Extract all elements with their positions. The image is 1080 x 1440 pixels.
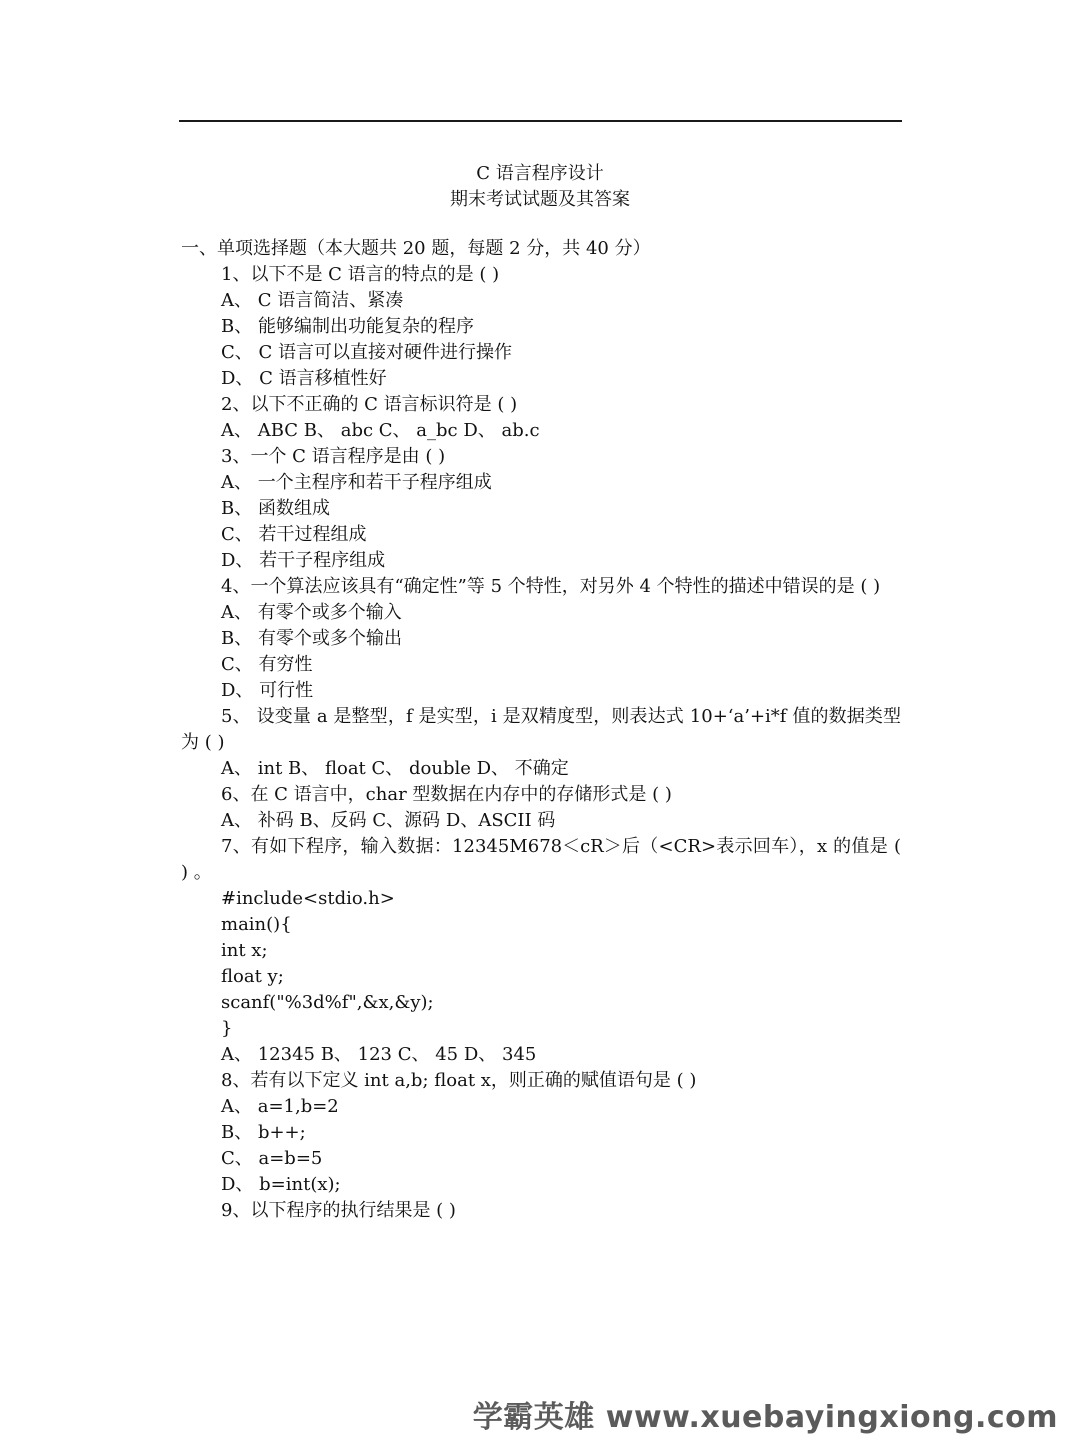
text-line: C、 有穷性 (221, 654, 313, 675)
text-line: 6、在 C 语言中，char 型数据在内存中的存储形式是 ( ) (221, 784, 672, 805)
text-line: 1、以下不是 C 语言的特点的是 ( ) (221, 264, 500, 285)
text-line: A、 int B、 float C、 double D、 不确定 (221, 758, 569, 779)
text-line: 2、以下不正确的 C 语言标识符是 ( ) (221, 394, 518, 415)
text-line: D、 b=int(x); (221, 1174, 341, 1195)
text-line: 3、一个 C 语言程序是由 ( ) (221, 446, 446, 467)
title-line-2: 期末考试试题及其答案 (450, 189, 630, 210)
document-title (0, 161, 1080, 213)
text-line: B、 能够编制出功能复杂的程序 (221, 316, 474, 337)
text-line: 9、以下程序的执行结果是 ( ) (221, 1200, 456, 1221)
title-line-1: C 语言程序设计 (476, 163, 604, 184)
text-line: C、 若干过程组成 (221, 524, 367, 545)
text-line: int x; (221, 940, 268, 961)
text-line: B、 函数组成 (221, 498, 330, 519)
text-line: A、 C 语言简洁、紧凑 (221, 290, 404, 311)
text-line: D、 若干子程序组成 (221, 550, 386, 571)
text-line: 4、一个算法应该具有“确定性”等 5 个特性，对另外 4 个特性的描述中错误的是 ( ) (221, 576, 881, 597)
text-line: #include<stdio.h> (221, 888, 395, 909)
site-watermark: 学霸英雄 www.xuebayingxiong.com (472, 1400, 1058, 1435)
text-line: A、 有零个或多个输入 (221, 602, 402, 623)
text-line: scanf("%3d%f",&x,&y); (221, 992, 434, 1013)
text-line: 7、有如下程序，输入数据：12345M678＜cR＞后（<CR>表示回车），x 的值是 ( ) 。 (181, 836, 901, 883)
text-line: 8、若有以下定义 int a,b; float x，则正确的赋值语句是 ( ) (221, 1070, 697, 1091)
text-line: B、 b++; (221, 1122, 306, 1143)
text-line: B、 有零个或多个输出 (221, 628, 402, 649)
text-line: 5、 设变量 a 是整型，f 是实型，i 是双精度型，则表达式 10+‘a’+i*f 值的数据类型为 ( ) (181, 706, 901, 753)
text-line: A、 a=1,b=2 (221, 1096, 339, 1117)
text-line: D、 可行性 (221, 680, 314, 701)
text-line: A、 ABC B、 abc C、 a_bc D、 ab.c (221, 420, 540, 441)
text-line: D、 C 语言移植性好 (221, 368, 387, 389)
text-line: A、 一个主程序和若干子程序组成 (221, 472, 492, 493)
text-line: A、 补码 B、反码 C、源码 D、ASCII 码 (221, 810, 556, 831)
exam-content (181, 236, 901, 1224)
text-line: float y; (221, 966, 284, 987)
text-line: C、 a=b=5 (221, 1148, 323, 1169)
text-line: main(){ (221, 914, 292, 935)
text-line: C、 C 语言可以直接对硬件进行操作 (221, 342, 512, 363)
text-line: } (221, 1018, 233, 1039)
section-heading: 一、单项选择题（本大题共 20 题，每题 2 分，共 40 分） (181, 238, 651, 259)
text-line: A、 12345 B、 123 C、 45 D、 345 (221, 1044, 537, 1065)
top-rule (179, 120, 902, 122)
